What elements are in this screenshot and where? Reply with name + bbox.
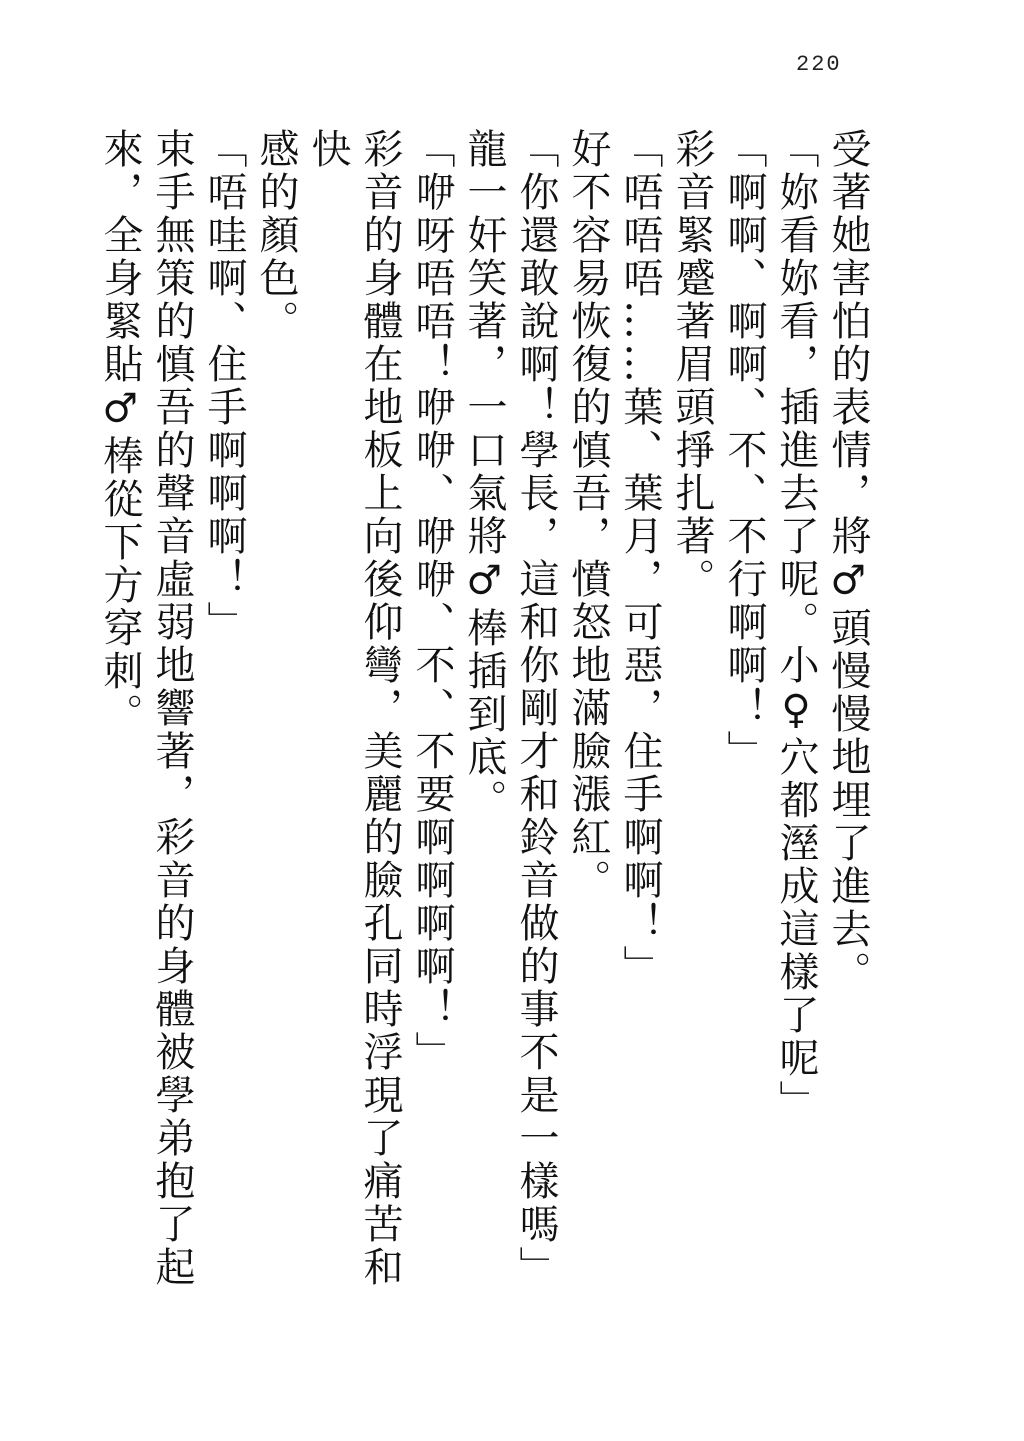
text-line: 龍一奸笑著，一口氣將♂棒插到底。 [461, 128, 507, 822]
text-line: 「你還敢說啊！學長，這和你剛才和鈴音做的事不是一樣嗎」 [513, 128, 559, 1289]
page-body [97, 128, 874, 1328]
text-line: 彩音緊蹙著眉頭掙扎著。 [669, 128, 715, 601]
text-line: 來，全身緊貼♂棒從下方穿刺。 [97, 128, 143, 736]
page-number: 220 [796, 52, 842, 77]
text-line: 好不容易恢復的慎吾，憤怒地滿臉漲紅。 [565, 128, 611, 902]
text-line: 「妳看妳看，插進去了呢。小♀穴都溼成這樣了呢」 [773, 128, 819, 1123]
text-line: 「唔哇啊、住手啊啊啊！」 [201, 128, 247, 644]
text-line: 束手無策的慎吾的聲音虛弱地響著，彩音的身體被學弟抱了起 [149, 128, 195, 1289]
text-line: 感的顏色。 [253, 128, 299, 343]
text-line: 「啊啊、啊啊、不、不行啊啊！」 [721, 128, 767, 773]
text-line: 「唔唔唔……葉、葉月，可惡，住手啊啊！」 [617, 128, 663, 988]
text-line: 彩音的身體在地板上向後仰彎，美麗的臉孔同時浮現了痛苦和快 [305, 128, 403, 1289]
text-line: 「咿呀唔唔！咿咿、咿咿、不、不要啊啊啊啊！」 [409, 128, 455, 1074]
text-line: 受著她害怕的表情，將♂頭慢慢地埋了進去。 [825, 128, 871, 994]
